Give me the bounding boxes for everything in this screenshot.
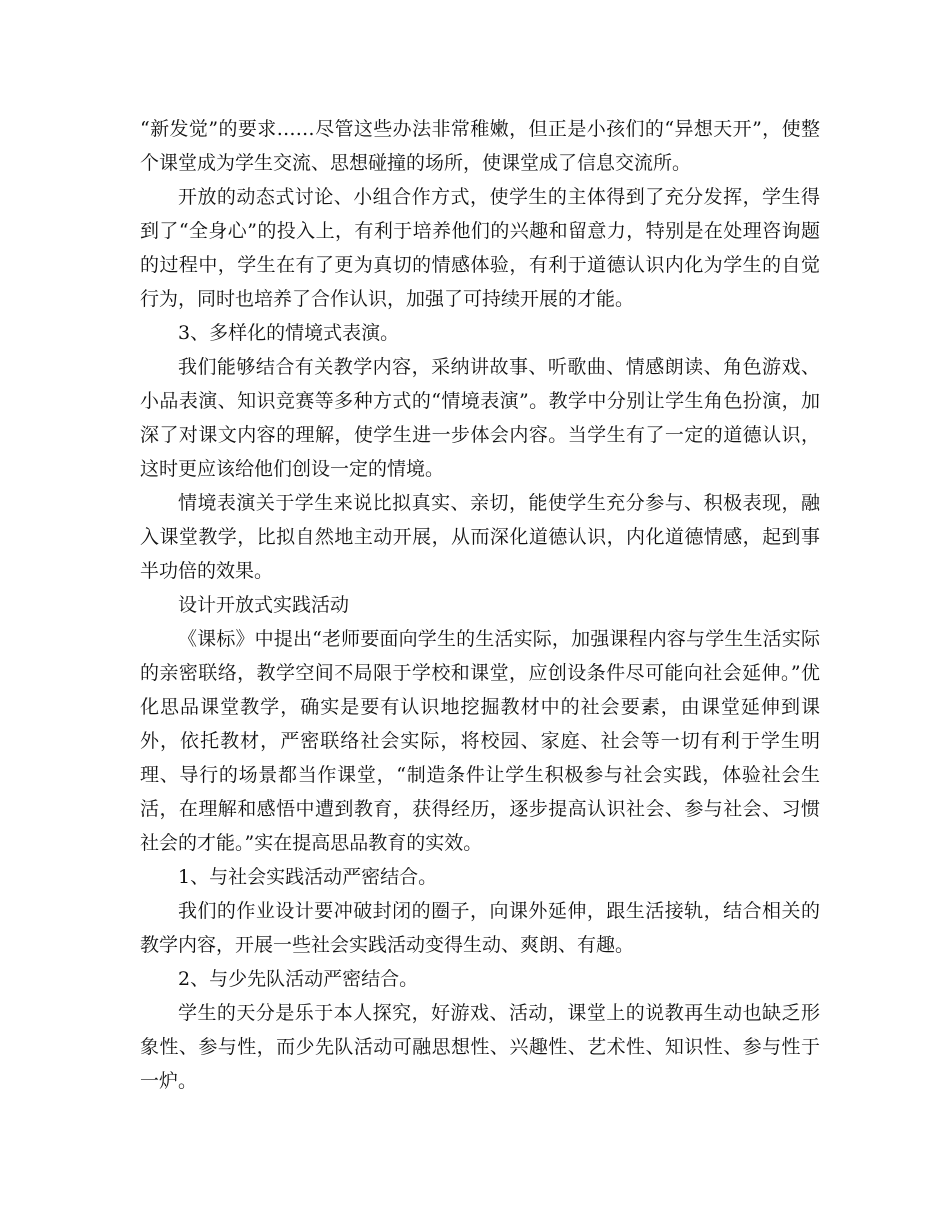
paragraph-curriculum-standard: 《课标》中提出“老师要面向学生的生活实际，加强课程内容与学生生活实际的亲密联络，教学空间不局限于学校和课堂，应创设条件尽可能向社会延伸。”优化思品课堂教学，确实是要有认识地挖掘教材中的社会要素，由课堂延伸到课外，依托教材，严密联络社会实际，将校园、家庭、社会等一切有利于学生明理、导行的场景都当作课堂，“制造条件让学生积极参与社会实践，体验社会生活，在理解和感悟中遭到教育，获得经历，逐步提高认识社会、参与社会、习惯社会的才能。”实在提高思品教育的实效。 bbox=[140, 628, 820, 854]
heading-open-practice: 设计开放式实践活动 bbox=[178, 594, 350, 616]
paragraph-performance-methods: 我们能够结合有关教学内容，采纳讲故事、听歌曲、情感朗读、角色游戏、小品表演、知识竞赛等多种方式的“情境表演”。教学中分别让学生角色扮演，加深了对课文内容的理解，使学生进一步体会内容。当学生有了一定的道德认识，这时更应该给他们创设一定的情境。 bbox=[140, 356, 820, 480]
paragraph-open-discussion: 开放的动态式讨论、小组合作方式，使学生的主体得到了充分发挥，学生得到了“全身心”的投入上，有利于培养他们的兴趣和留意力，特别是在处理咨询题的过程中，学生在有了更为真切的情感体验，有利于道德认识内化为学生的自觉行为，同时也培养了合作认识，加强了可持续开展的才能。 bbox=[140, 186, 820, 310]
paragraph-continuation: “新发觉”的要求……尽管这些办法非常稚嫩，但正是小孩们的“异想天开”，使整个课堂成为学生交流、思想碰撞的场所，使课堂成了信息交流所。 bbox=[140, 118, 820, 174]
heading-young-pioneers: 2、与少先队活动严密结合。 bbox=[178, 968, 419, 990]
paragraph-homework-design: 我们的作业设计要冲破封闭的圈子，向课外延伸，跟生活接轨，结合相关的教学内容，开展一些社会实践活动变得生动、爽朗、有趣。 bbox=[140, 900, 820, 956]
paragraph-young-pioneers: 学生的天分是乐于本人探究，好游戏、活动，课堂上的说教再生动也缺乏形象性、参与性，而少先队活动可融思想性、兴趣性、艺术性、知识性、参与性于一炉。 bbox=[140, 1002, 820, 1092]
document-body bbox=[140, 112, 820, 1098]
heading-situational-performance: 3、多样化的情境式表演。 bbox=[178, 322, 400, 344]
paragraph-performance-effects: 情境表演关于学生来说比拟真实、亲切，能使学生充分参与、积极表现，融入课堂教学，比拟自然地主动开展，从而深化道德认识，内化道德情感，起到事半功倍的效果。 bbox=[140, 492, 820, 582]
heading-social-practice: 1、与社会实践活动严密结合。 bbox=[178, 866, 438, 888]
